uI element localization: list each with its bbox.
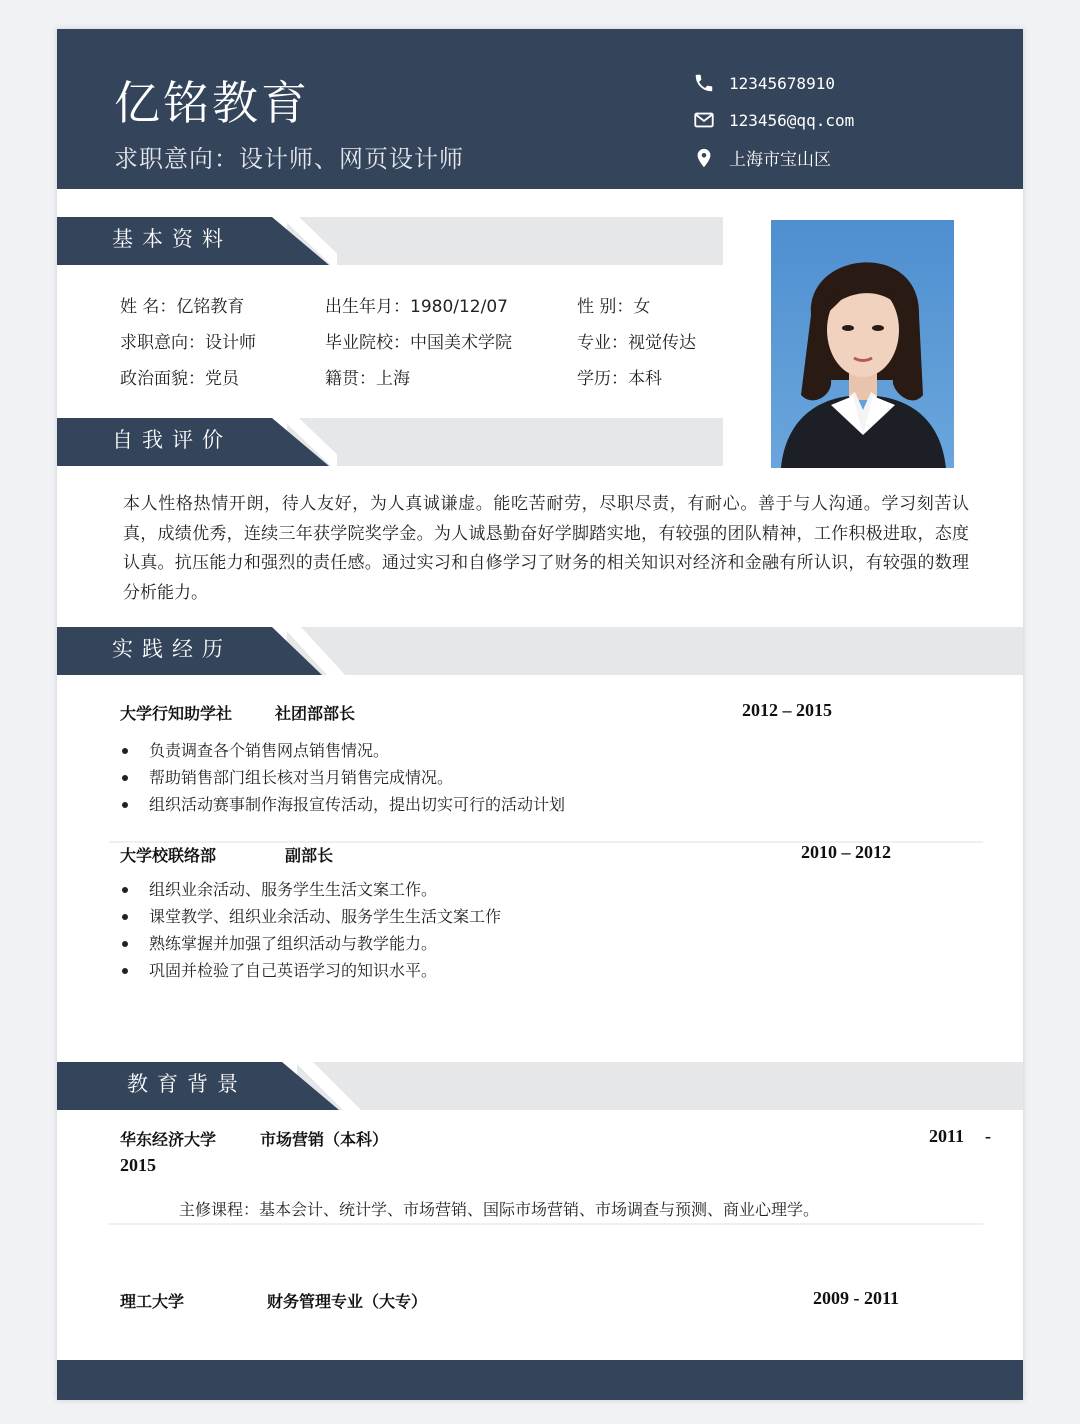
job-intent: 求职意向：设计师、网页设计师 [114, 145, 464, 173]
info-gender: 性 别：女 [577, 297, 651, 317]
phone-number: 12345678910 [729, 73, 835, 93]
section-header-basic-info [57, 217, 723, 265]
list-item: 熟练掌握并加强了组织活动与教学能力。 [149, 931, 437, 954]
education-school: 理工大学 [120, 1292, 185, 1311]
experience-org: 大学校联络部 [120, 846, 217, 865]
education-period: 2009 - 2011 [813, 1288, 900, 1308]
education-end: 2015 [120, 1155, 156, 1175]
mail-icon [693, 109, 715, 131]
section-title: 基本资料 [112, 227, 232, 251]
list-item: 巩固并检验了自己英语学习的知识水平。 [149, 958, 437, 981]
info-politics: 政治面貌：党员 [120, 369, 239, 389]
education-school: 华东经济大学 [120, 1130, 217, 1149]
info-hometown: 籍贯：上海 [325, 369, 410, 389]
contact-phone [693, 72, 835, 94]
info-birth: 出生年月：1980/12/07 [325, 297, 508, 317]
section-header-education [57, 1062, 1023, 1110]
education-dash: - [985, 1126, 991, 1146]
experience-period: 2010 – 2012 [801, 842, 891, 862]
footer-bar [57, 1360, 1023, 1400]
education-major: 财务管理专业（大专） [267, 1292, 428, 1311]
home-address: 上海市宝山区 [729, 150, 831, 170]
section-title: 自我评价 [112, 428, 232, 452]
candidate-name: 亿铭教育 [114, 76, 310, 130]
info-school: 毕业院校：中国美术学院 [325, 333, 512, 353]
info-intent: 求职意向：设计师 [120, 333, 256, 353]
contact-address [693, 145, 831, 170]
email-address: 123456@qq.com [729, 110, 855, 130]
section-header-self-evaluation [57, 418, 723, 466]
experience-org: 大学行知助学社 [120, 704, 233, 723]
list-item: 负责调查各个销售网点销售情况。 [149, 738, 389, 761]
experience-period: 2012 – 2015 [742, 700, 832, 720]
phone-icon [693, 72, 715, 94]
location-pin-icon [693, 147, 715, 169]
header [57, 29, 1023, 189]
education-courses: 主修课程：基本会计、统计学、市场营销、国际市场营销、市场调查与预测、商业心理学。 [179, 1200, 820, 1219]
education-start: 2011 [929, 1126, 965, 1146]
info-name: 姓 名：亿铭教育 [120, 297, 245, 317]
info-major: 专业：视觉传达 [577, 333, 696, 353]
experience-role: 副部长 [285, 846, 334, 865]
resume-page [57, 29, 1023, 1400]
experience-role: 社团部部长 [275, 704, 356, 723]
education-major: 市场营销（本科） [260, 1130, 389, 1149]
divider [109, 1223, 983, 1225]
contact-email [693, 109, 854, 131]
info-degree: 学历：本科 [577, 369, 662, 389]
list-item: 组织业余活动、服务学生生活文案工作。 [149, 877, 437, 900]
profile-photo [771, 220, 954, 468]
list-item: 组织活动赛事制作海报宣传活动，提出切实可行的活动计划 [149, 792, 565, 815]
self-evaluation-text: 本人性格热情开朗，待人友好，为人真诚谦虚。能吃苦耐劳，尽职尽责，有耐心。善于与人沟通。学习刻苦认真，成绩优秀，连续三年获学院奖学金。为人诚恳勤奋好学脚踏实地，有较强的团队精神，工作积极进取，态度认真。抗压能力和强烈的责任感。通过实习和自修学习了财务的相关知识对经济和金融有所认识，有较强的数理分析能力。 [123, 494, 969, 603]
section-title: 实践经历 [112, 637, 232, 661]
section-title: 教育背景 [127, 1072, 247, 1096]
list-item: 帮助销售部门组长核对当月销售完成情况。 [149, 765, 453, 788]
list-item: 课堂教学、组织业余活动、服务学生生活文案工作 [149, 904, 501, 927]
section-header-practice [57, 627, 1023, 675]
